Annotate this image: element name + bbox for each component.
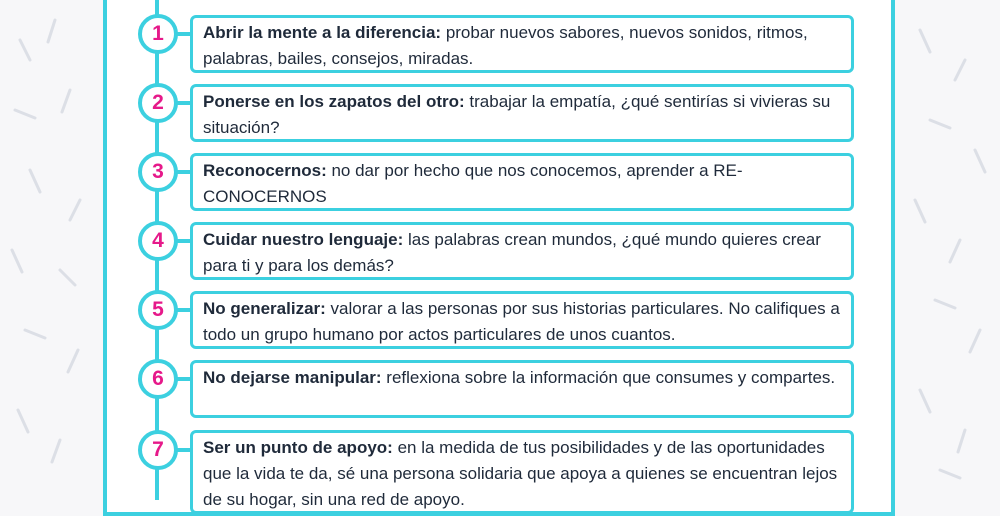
step-title: Ser un punto de apoyo: <box>203 438 393 457</box>
step-number: 6 <box>152 367 164 390</box>
step-number-badge <box>138 83 178 123</box>
step-number: 4 <box>152 229 164 252</box>
step-text: las palabras crean mundos, ¿qué mundo quieres crear para ti y para los demás? <box>203 230 821 275</box>
step-card <box>190 360 854 418</box>
step-number: 5 <box>152 298 164 321</box>
step-text: probar nuevos sabores, nuevos sonidos, ritmos, palabras, bailes, consejos, miradas. <box>203 23 808 68</box>
step-text: valorar a las personas por sus historias particulares. No califiques a todo un grupo humano por actos particulares de unos cuantos. <box>203 299 840 344</box>
step-number-badge <box>138 359 178 399</box>
step-text: reflexiona sobre la información que consumes y compartes. <box>381 368 836 387</box>
step-title: No dejarse manipular: <box>203 368 382 387</box>
step-title: Ponerse en los zapatos del otro: <box>203 92 465 111</box>
step-card <box>190 430 854 514</box>
step-text: trabajar la empatía, ¿qué sentirías si vivieras su situación? <box>203 92 831 137</box>
step-number: 3 <box>152 160 164 183</box>
step-title: No generalizar: <box>203 299 326 318</box>
step-card <box>190 291 854 349</box>
step-card <box>190 84 854 142</box>
step-number-badge <box>138 221 178 261</box>
step-number-badge <box>138 430 178 470</box>
step-title: Cuidar nuestro lenguaje: <box>203 230 404 249</box>
step-text: en la medida de tus posibilidades y de las oportunidades que la vida te da, sé una persona solidaria que apoya a quienes se encuentran lejos de su hogar, sin una red de apoyo. <box>203 438 838 509</box>
step-card <box>190 153 854 211</box>
step-card <box>190 15 854 73</box>
step-number: 7 <box>152 438 164 461</box>
step-number: 2 <box>152 91 164 114</box>
step-number-badge <box>138 152 178 192</box>
step-number: 1 <box>152 22 164 45</box>
step-title: Reconocernos: <box>203 161 327 180</box>
step-text: no dar por hecho que nos conocemos, aprender a RE-CONOCERNOS <box>203 161 743 206</box>
step-title: Abrir la mente a la diferencia: <box>203 23 442 42</box>
step-number-badge <box>138 290 178 330</box>
step-number-badge <box>138 14 178 54</box>
step-card <box>190 222 854 280</box>
